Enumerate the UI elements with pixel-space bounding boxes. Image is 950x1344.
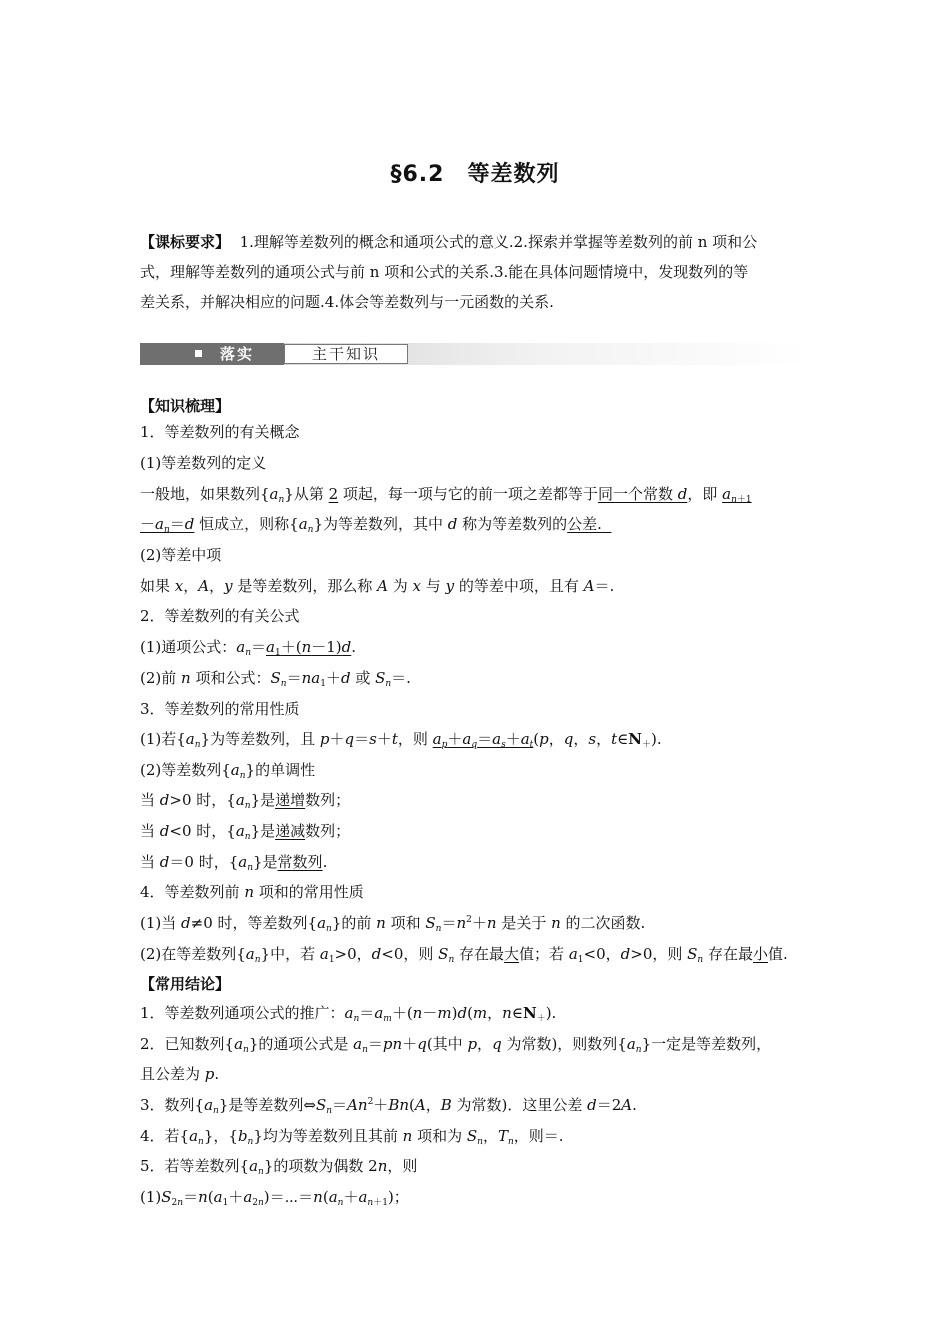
- knowledge-line: 一般地，如果数列$\{a_n\}$从第 2 项起，每一项与它的前一项之差都等于同一个常数 d，即 $a_{n+1}$: [140, 485, 752, 504]
- conclusion-line: 5．若等差数列$\{a_n\}$的项数为偶数 2n，则: [140, 1157, 418, 1176]
- knowledge-line: (2)前 n 项和公式：$S_n=na_1+d$ 或 $S_n=$.: [140, 669, 411, 688]
- knowledge-line: 如果 x，A，y 是等差数列，那么称 A 为 x 与 y 的等差中项，且有 A＝.: [140, 577, 615, 595]
- knowledge-line: 当 d＝0 时，$\{a_n\}$是常数列.: [140, 853, 328, 872]
- conclusion-line: $(1)S_{2n}=n(a_1+a_{2n})=\cdots=n(a_n+a_{n+1})$；: [140, 1188, 409, 1207]
- knowledge-line: 当 d<0 时，$\{a_n\}$是递减数列；: [140, 822, 351, 841]
- section-banner: [140, 343, 810, 365]
- knowledge-line: (1)若$\{a_n\}$为等差数列，且 p＋q＝s＋t，则 $a_p+a_q=a_s+a_t(p$，q，s，$t\in N_+$).: [140, 730, 662, 749]
- knowledge-line: (2)等差数列$\{a_n\}$的单调性: [140, 761, 316, 780]
- knowledge-line: (1)通项公式：$a_n=a_1+(n-1)d$.: [140, 638, 357, 657]
- requirements-line-2: 式，理解等差数列的通项公式与前 n 项和公式的关系.3.能在具体问题情境中，发现数列的等: [140, 263, 749, 281]
- knowledge-line: (2)在等差数列$\{a_n\}$中，若 $a_1>0$，d<0，则 $S_n$ 存在最大值；若 $a_1<0$，d>0，则 $S_n$ 存在最小值.: [140, 945, 788, 964]
- conclusion-line: 4．若$\{a_n\}$，$\{b_n\}$均为等差数列且其前 n 项和为 $S_n$，$T_n$，则＝.: [140, 1127, 564, 1146]
- page-title: §6.2 等差数列: [390, 162, 560, 187]
- knowledge-line: (2)等差中项: [140, 546, 222, 564]
- knowledge-line: 1．等差数列的有关概念: [140, 423, 300, 441]
- knowledge-line: (1)当 d≠0 时，等差数列$\{a_n\}$的前 n 项和 $S_n=n^2+n$ 是关于 n 的二次函数.: [140, 914, 646, 933]
- section-heading-knowledge: 【知识梳理】: [140, 397, 231, 415]
- knowledge-line: 3．等差数列的常用性质: [140, 700, 300, 718]
- knowledge-line: $-a_n=d$ 恒成立，则称$\{a_n\}$为等差数列，其中 d 称为等差数列的公差.: [140, 515, 612, 534]
- conclusion-line: 且公差为 p.: [140, 1065, 220, 1083]
- knowledge-line: 当 d>0 时，$\{a_n\}$是递增数列；: [140, 791, 351, 810]
- conclusion-line: 3．数列$\{a_n\}$是等差数列$\Leftrightarrow S_n=An^2+Bn(A$，B 为常数)．这里公差 d＝2A.: [140, 1096, 637, 1115]
- requirements-label: 【课标要求】: [140, 233, 231, 251]
- conclusion-line: 1．等差数列通项公式的推广：$a_n=a_m+(n-m)d(m$，$n\in N_+$).: [140, 1004, 557, 1023]
- banner-label-left: 落实: [220, 345, 255, 363]
- banner-label-right: 主干知识: [311, 345, 380, 363]
- requirements-line-3: 差关系，并解决相应的问题.4.体会等差数列与一元函数的关系.: [140, 293, 554, 311]
- requirements-line-1: 【课标要求】 1.理解等差数列的概念和通项公式的意义.2.探索并掌握等差数列的前 n 项和公: [140, 233, 758, 251]
- square-bullet-icon: [195, 350, 202, 357]
- knowledge-line: (1)等差数列的定义: [140, 454, 267, 472]
- conclusion-line: 2．已知数列$\{a_n\}$的通项公式是 $a_n=pn+q$(其中 p，q 为常数)，则数列$\{a_n\}$一定是等差数列，: [140, 1035, 772, 1054]
- knowledge-line: 4．等差数列前 n 项和的常用性质: [140, 883, 364, 901]
- section-heading-conclusions: 【常用结论】: [140, 975, 231, 993]
- knowledge-line: 2．等差数列的有关公式: [140, 607, 300, 625]
